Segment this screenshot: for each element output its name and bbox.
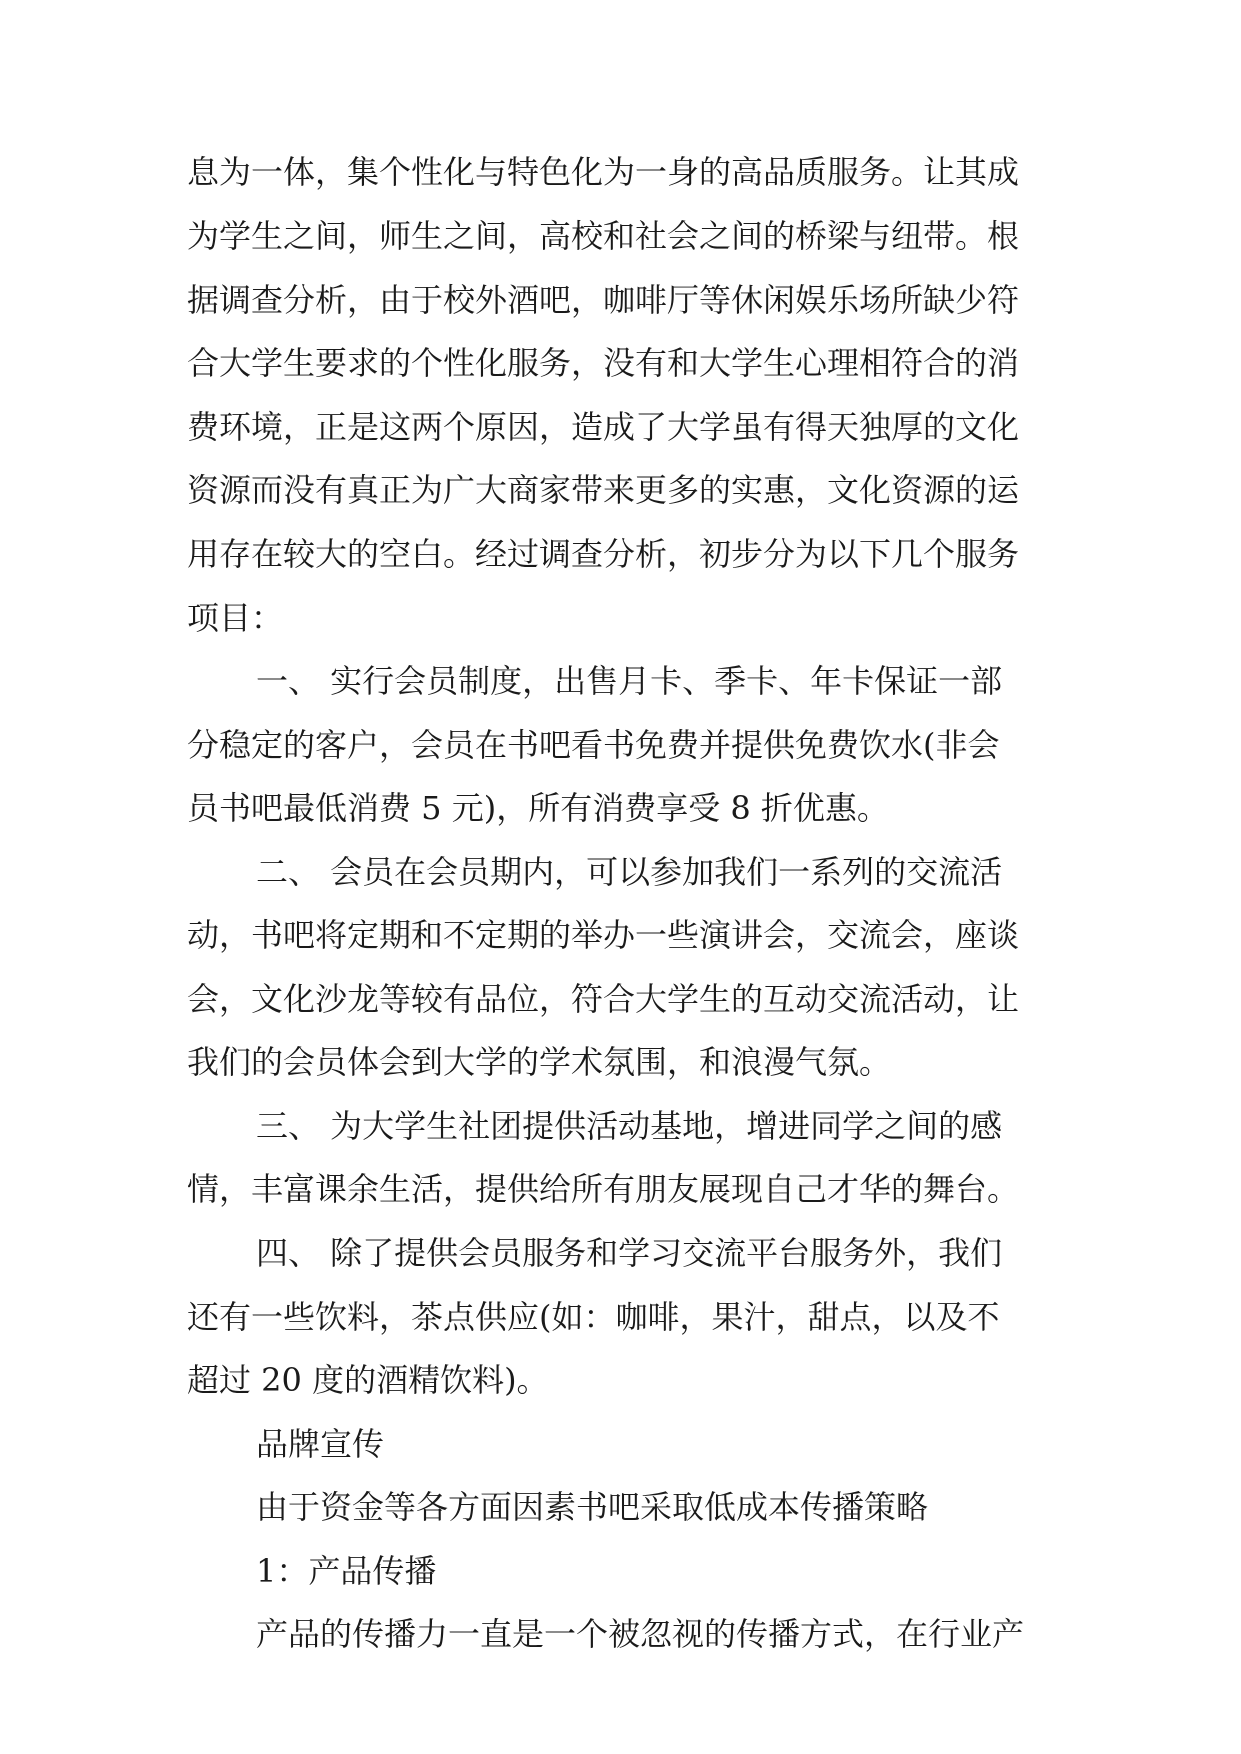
paragraph-line: 情，丰富课余生活，提供给所有朋友展现自己才华的舞台。 — [187, 1170, 1020, 1208]
paragraph-line: 员书吧最低消费 5 元)，所有消费享受 8 折优惠。 — [187, 789, 889, 827]
paragraph-line: 我们的会员体会到大学的学术氛围，和浪漫气氛。 — [187, 1043, 892, 1081]
paragraph-line: 由于资金等各方面因素书吧采取低成本传播策略 — [256, 1488, 929, 1526]
subheading: 1：产品传播 — [256, 1552, 437, 1590]
list-item-first-line: 二、 会员在会员期内，可以参加我们一系列的交流活 — [256, 853, 1003, 891]
paragraph-line: 分稳定的客户，会员在书吧看书免费并提供免费饮水(非会 — [187, 726, 1000, 764]
paragraph-line: 还有一些饮料，茶点供应(如：咖啡，果汁，甜点，以及不 — [187, 1298, 1000, 1336]
paragraph-line: 会，文化沙龙等较有品位，符合大学生的互动交流活动，让 — [187, 980, 1020, 1018]
paragraph-line: 用存在较大的空白。经过调查分析，初步分为以下几个服务 — [187, 535, 1020, 573]
paragraph-line: 合大学生要求的个性化服务，没有和大学生心理相符合的消 — [187, 344, 1020, 382]
list-item-first-line: 三、 为大学生社团提供活动基地，增进同学之间的感 — [256, 1107, 1003, 1145]
section-heading: 品牌宣传 — [256, 1425, 385, 1463]
paragraph-line: 产品的传播力一直是一个被忽视的传播方式，在行业产 — [256, 1615, 1025, 1653]
paragraph-line: 资源而没有真正为广大商家带来更多的实惠，文化资源的运 — [187, 471, 1020, 509]
paragraph-line: 动，书吧将定期和不定期的举办一些演讲会，交流会，座谈 — [187, 916, 1020, 954]
paragraph-line: 超过 20 度的酒精饮料)。 — [187, 1361, 549, 1399]
paragraph-line: 项目： — [187, 599, 284, 637]
paragraph-line: 据调查分析，由于校外酒吧，咖啡厅等休闲娱乐场所缺少符 — [187, 281, 1020, 319]
paragraph-line: 息为一体，集个性化与特色化为一身的高品质服务。让其成 — [187, 153, 1020, 191]
list-item-first-line: 一、 实行会员制度，出售月卡、季卡、年卡保证一部 — [256, 662, 1003, 700]
paragraph-line: 为学生之间，师生之间，高校和社会之间的桥梁与纽带。根 — [187, 217, 1020, 255]
list-item-first-line: 四、 除了提供会员服务和学习交流平台服务外，我们 — [256, 1234, 1003, 1272]
paragraph-line: 费环境，正是这两个原因，造成了大学虽有得天独厚的文化 — [187, 408, 1020, 446]
